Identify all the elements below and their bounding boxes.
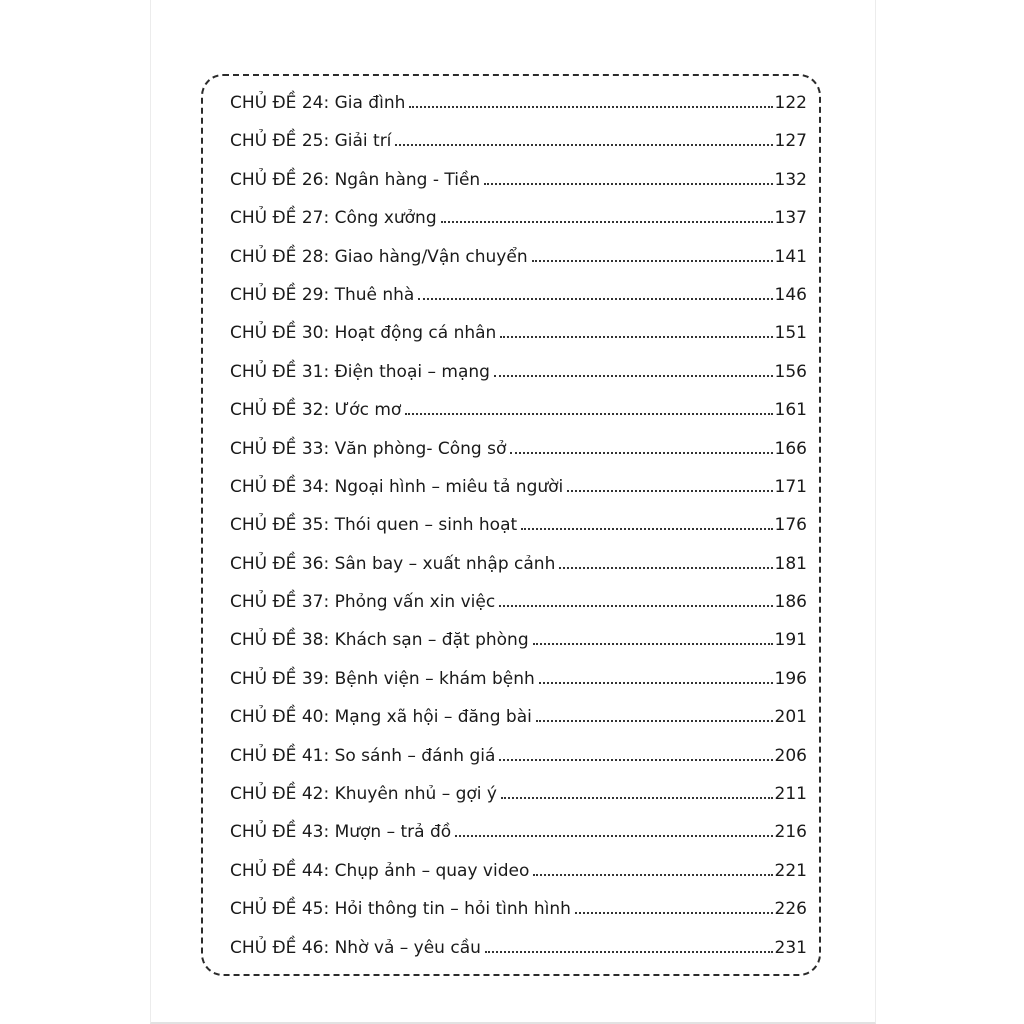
toc-entry (230, 122, 807, 160)
toc-entry (230, 890, 807, 928)
toc-entry-title: CHỦ ĐỀ 24: Gia đình (230, 93, 406, 113)
toc-entry (230, 161, 807, 199)
toc-entry-title: CHỦ ĐỀ 44: Chụp ảnh – quay video (230, 860, 530, 881)
toc-entry-title: CHỦ ĐỀ 26: Ngân hàng - Tiền (230, 169, 481, 190)
toc-entry-title: CHỦ ĐỀ 42: Khuyên nhủ – gợi ý (230, 784, 497, 805)
dot-leader (532, 246, 773, 262)
toc-entry-title: CHỦ ĐỀ 32: Ước mơ (230, 400, 402, 421)
dot-leader (499, 745, 772, 761)
toc-entry-page: 166 (774, 438, 807, 459)
dot-leader (485, 937, 773, 953)
dot-leader (539, 668, 773, 684)
toc-entry-title: CHỦ ĐỀ 34: Ngoại hình – miêu tả người (230, 476, 564, 497)
dot-leader (484, 169, 772, 185)
toc-entry (230, 583, 807, 621)
toc-entry (230, 238, 807, 276)
toc-entry (230, 775, 807, 813)
dot-leader (499, 591, 772, 607)
toc-entry (230, 430, 807, 468)
toc-entry (230, 468, 807, 506)
toc-entry-page: 156 (774, 361, 807, 382)
dot-leader (494, 361, 773, 377)
toc-entry-title: CHỦ ĐỀ 45: Hỏi thông tin – hỏi tình hình (230, 899, 571, 920)
toc-entry (230, 199, 807, 237)
toc-entry (230, 929, 807, 967)
toc-entry-title: CHỦ ĐỀ 39: Bệnh viện – khám bệnh (230, 668, 535, 689)
dot-leader (395, 130, 772, 146)
toc-entry (230, 852, 807, 890)
toc-entry (230, 276, 807, 314)
toc-entry-page: 141 (774, 246, 807, 267)
toc-entry-title: CHỦ ĐỀ 40: Mạng xã hội – đăng bài (230, 707, 532, 728)
toc-entry-page: 231 (774, 937, 807, 958)
toc-entry-title: CHỦ ĐỀ 25: Giải trí (230, 131, 392, 152)
toc-entry (230, 353, 807, 391)
toc-entry-title: CHỦ ĐỀ 30: Hoạt động cá nhân (230, 323, 497, 344)
toc-entry (230, 698, 807, 736)
toc-entry-page: 132 (774, 169, 807, 190)
toc-entry-page: 206 (774, 745, 807, 766)
toc-entry-page: 137 (774, 208, 807, 229)
toc-entry-page: 201 (774, 707, 807, 728)
toc-entry-title: CHỦ ĐỀ 31: Điện thoại – mạng (230, 361, 490, 382)
toc-entry-title: CHỦ ĐỀ 37: Phỏng vấn xin việc (230, 592, 496, 613)
dot-leader (418, 284, 772, 300)
dot-leader (575, 898, 773, 914)
toc-entry-title: CHỦ ĐỀ 43: Mượn – trả đồ (230, 822, 452, 843)
toc-entry-title: CHỦ ĐỀ 38: Khách sạn – đặt phòng (230, 630, 529, 651)
toc-entry-page: 186 (774, 592, 807, 613)
dot-leader (455, 821, 772, 837)
toc-entry-title: CHỦ ĐỀ 29: Thuê nhà (230, 284, 415, 305)
toc-entry-page: 221 (774, 860, 807, 881)
toc-entry-title: CHỦ ĐỀ 46: Nhờ vả – yêu cầu (230, 937, 481, 958)
toc-entry-title: CHỦ ĐỀ 27: Công xưởng (230, 208, 437, 229)
toc-entry-page: 191 (774, 630, 807, 651)
toc-entry-page: 176 (774, 515, 807, 536)
toc-entry-page: 146 (774, 284, 807, 305)
toc-entry-page: 151 (774, 323, 807, 344)
dot-leader (559, 553, 772, 569)
toc-entry-page: 127 (774, 131, 807, 152)
toc-entry-page: 196 (774, 668, 807, 689)
dot-leader (501, 783, 773, 799)
toc-entry-page: 226 (774, 899, 807, 920)
toc-entry-title: CHỦ ĐỀ 33: Văn phòng- Công sở (230, 438, 507, 459)
dot-leader (521, 514, 772, 530)
dot-leader (536, 706, 773, 722)
dot-leader (510, 438, 772, 454)
toc-entry (230, 621, 807, 659)
dot-leader (500, 322, 772, 338)
dot-leader (409, 92, 772, 108)
dot-leader (405, 399, 772, 415)
toc-entry-page: 122 (774, 93, 807, 113)
toc-entry-title: CHỦ ĐỀ 35: Thói quen – sinh hoạt (230, 515, 518, 536)
toc-entry (230, 813, 807, 851)
table-of-contents (230, 84, 807, 967)
toc-entry (230, 391, 807, 429)
dot-leader (533, 860, 772, 876)
dot-leader (441, 207, 773, 223)
toc-entry-title: CHỦ ĐỀ 28: Giao hàng/Vận chuyển (230, 246, 528, 267)
dot-leader (533, 629, 773, 645)
toc-entry-page: 181 (774, 553, 807, 574)
toc-entry-title: CHỦ ĐỀ 41: So sánh – đánh giá (230, 745, 496, 766)
toc-entry (230, 84, 807, 122)
toc-entry-title: CHỦ ĐỀ 36: Sân bay – xuất nhập cảnh (230, 553, 556, 574)
toc-entry (230, 737, 807, 775)
toc-entry-page: 211 (774, 784, 807, 805)
toc-entry-page: 161 (774, 400, 807, 421)
toc-entry-page: 216 (774, 822, 807, 843)
toc-entry (230, 506, 807, 544)
toc-entry-page: 171 (774, 476, 807, 497)
dot-leader (567, 476, 772, 492)
toc-entry (230, 314, 807, 352)
toc-entry (230, 545, 807, 583)
toc-entry (230, 660, 807, 698)
